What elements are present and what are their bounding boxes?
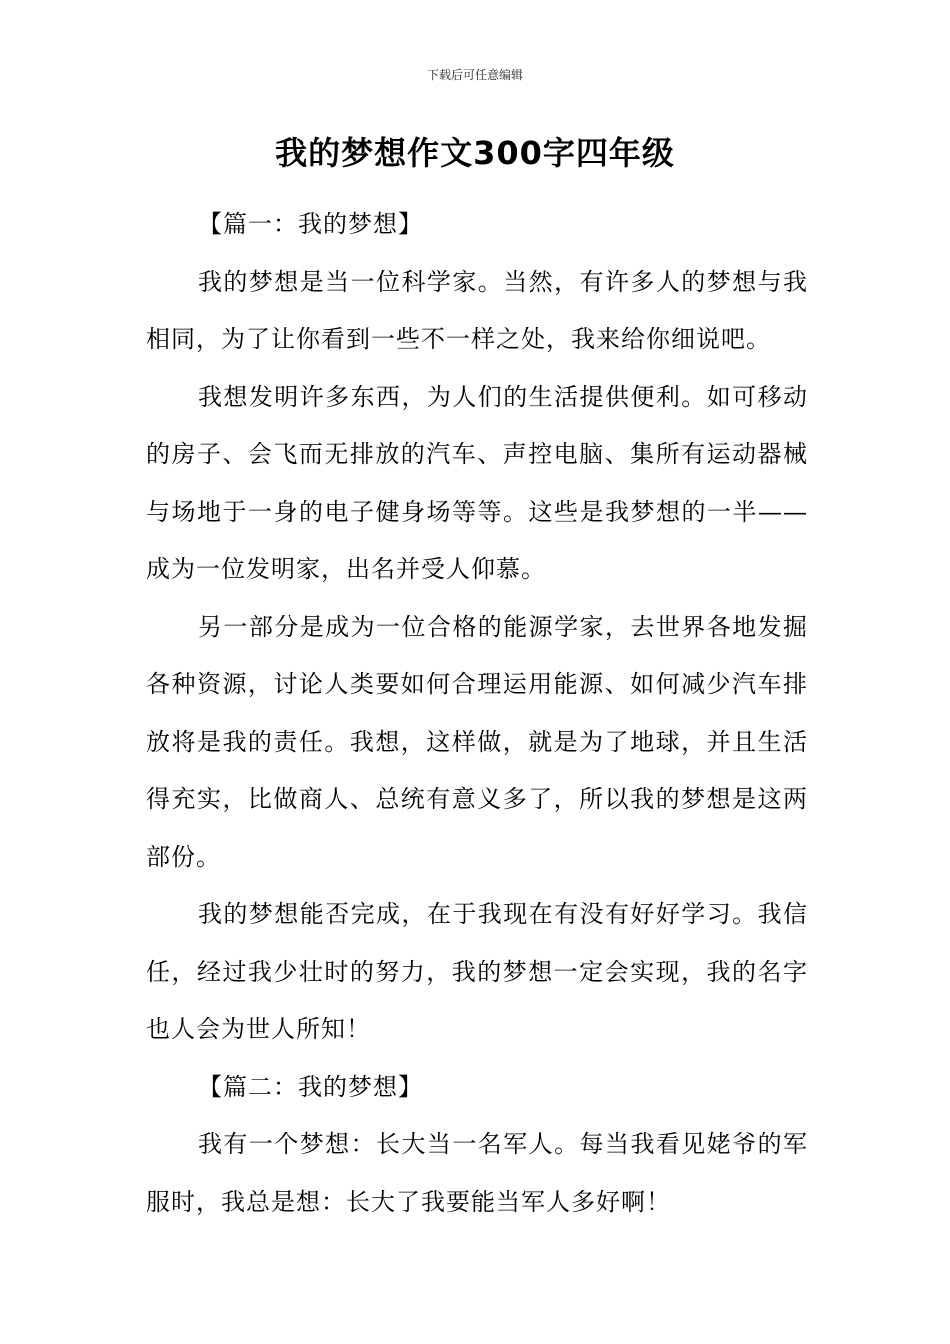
paragraph-1: 我的梦想是当一位科学家。当然，有许多人的梦想与我相同，为了让你看到一些不一样之处，我来给你细说吧。 bbox=[146, 267, 808, 353]
header-note: 下载后可任意编辑 bbox=[426, 68, 523, 82]
paragraph-5: 我有一个梦想：长大当一名军人。每当我看见姥爷的军服时，我总是想：长大了我要能当军人多好啊！ bbox=[146, 1130, 808, 1216]
section-heading-2: 【篇二：我的梦想】 bbox=[198, 1072, 423, 1101]
paragraph-3: 另一部分是成为一位合格的能源学家，去世界各地发掘各种资源，讨论人类要如何合理运用能源、如何减少汽车排放将是我的责任。我想，这样做，就是为了地球，并且生活得充实，比做商人、总统有意义多了，所以我的梦想是这两部份。 bbox=[146, 612, 808, 871]
paragraph-4: 我的梦想能否完成，在于我现在有没有好好学习。我信任，经过我少壮时的努力，我的梦想一定会实现，我的名字也人会为世人所知！ bbox=[146, 900, 808, 1043]
document-title: 我的梦想作文300字四年级 bbox=[275, 134, 675, 172]
section-heading-1: 【篇一：我的梦想】 bbox=[198, 210, 423, 238]
document-body bbox=[146, 196, 808, 1231]
paragraph-2: 我想发明许多东西，为人们的生活提供便利。如可移动的房子、会飞而无排放的汽车、声控电脑、集所有运动器械与场地于一身的电子健身场等等。这些是我梦想的一半——成为一位发明家，出名并受人仰慕。 bbox=[146, 382, 808, 583]
